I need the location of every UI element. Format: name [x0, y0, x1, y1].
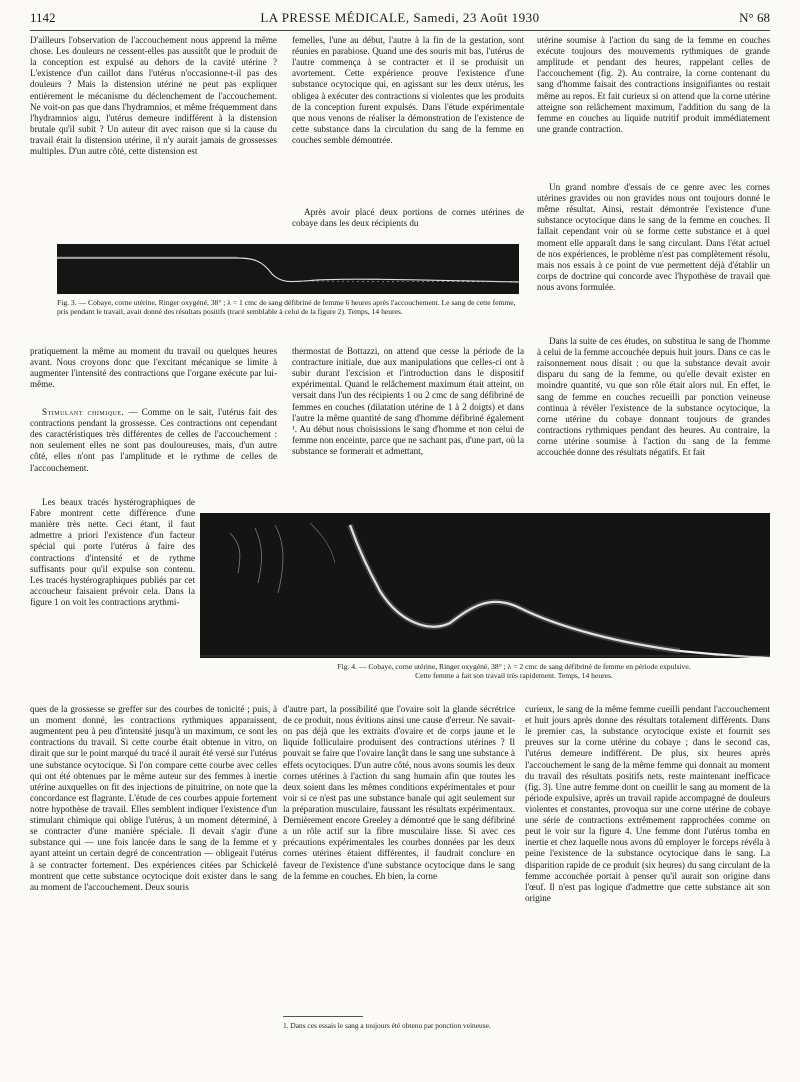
stimulant-text: — Comme on le sait, l'utérus fait des contractions pendant la grossesse. Ces contractions ont cependant des caractéristiques très différentes de celles de l'accouchement : non seulement elles ne sont pas douloureuses, mais, d'un autre côté, elles n'ont pas l'amplitude et le rythme de celles de l'accouchement.: [30, 407, 277, 473]
top-col2-text: femelles, l'une au début, l'autre à la fin de la gestation, sont réunies en parabiose. Quand une des souris mit bas, l'utérus de l'autre commença à se contracter et il se produisit un avortement. Cette expérience prouve l'existence d'une substance ocytocique qui, en agissant sur les deux utérus, les obligea à exécuter des contractions si violentes que les produits de la conception furent expulsés. Dans l'étude expérimentale que nous venons de réaliser la démonstration de l'existence de cette substance dans la circulation du sang de la femme en couches semble démontrée.: [292, 35, 524, 145]
journal-title: LA PRESSE MÉDICALE, Samedi, 23 Août 1930: [260, 10, 540, 25]
top-col3-paragraph-2: Dans la suite de ces études, on substitua le sang de l'homme à celui de la femme accouchée depuis huit jours. Dans ce cas le raisonnement nous disait : ou que la substance devait avoir disparu du sang de la femme, ou qu'elle devait exister en moindre quantité, vu que son rôle était alors nul. En effet, le sang de femme en couches recueilli par ponction veineuse continua à révéler l'existence de la substance ocytocique, la corne utérine du cobaye donnant toujours de grandes contractions rythmiques pendant des heures. Au contraire, la corne utérine soumise à l'action du sang de la femme accouchée donne des résultats négatifs. Et fait: [537, 336, 770, 458]
page-number: 1142: [30, 10, 56, 25]
figure-4-tracing: [200, 513, 770, 658]
bottom-col2-text: d'autre part, la possibilité que l'ovaire soit la glande sécrétrice de ce produit, nous évitions ainsi une cause d'erreur. Ne savait-on pas déjà que les extraits d'ovaire et de corps jaune et le liquide folliculaire produisent des contractions utérines ? Il pouvait se faire que l'ovaire lançât dans le sang une substance à effets ocytociques. D'un autre côté, nous avons soumis les deux cornes utérines à l'action du sang humain afin que toutes les deux soient dans les mêmes conditions expérimentales et pour voir si ce n'est pas une substance banale qui agit seulement sur la préparation musculaire, faussant les résultats expérimentaux. Dernièrement encore Greeley a démontré que le sang défibriné a un rôle actif sur la fibre musculaire lisse. Si avec ces précautions expérimentales les courbes données par les deux cornes utérines étaient différentes, il faudrait conclure en faveur de l'existence d'une substance ocytocique dans le sang de la femme en couches. Eh bien, la corne: [283, 704, 515, 881]
top-col3-text: utérine soumise à l'action du sang de la femme en couches exécute toujours des mouvements rythmiques de grande amplitude et pendant des heures, rappelant celles de l'accouchement (fig. 2). Au contraire, la corne contenant du sang d'homme faisait des contractions insignifiantes ou restait même au repos. Et fait curieux si on attend que la corne utérine atteigne son relâchement maximum, l'addition du sang de la femme en couches au liquide nutritif produit immédiatement une grande contraction.: [537, 35, 770, 134]
figure-4-caption-line2: Cette femme a fait son travail très rapidement. Temps, 14 heures.: [415, 671, 613, 681]
top-col3-paragraph: Un grand nombre d'essais de ce genre avec les cornes utérines gravides ou non gravides nous ont toujours donné le même résultat. Ainsi, restait démontrée l'existence d'une substance ocytocique dans le sang de la femme en couches. Il fallait cependant voir où se forme cette substance et à quel moment elle apparaît dans le sang circulant. Dans l'état actuel de nos expériences, le problème n'est pas complètement résolu, mais nos essais à ce point de vue permettent déjà d'établir un corps de doctrine qui concorde avec l'hypothèse de travail que nous avons formulée.: [537, 182, 770, 292]
figure-3-tracing: [57, 244, 519, 294]
running-header: [30, 6, 770, 28]
figure-4-caption: [258, 662, 770, 681]
footnote-rule: [283, 1016, 363, 1017]
top-col2-paragraph: Après avoir placé deux portions de cornes utérines de cobaye dans les deux récipients du: [292, 207, 524, 229]
top-col1-text: D'ailleurs l'observation de l'accouchement nous apprend la même chose. Les douleurs ne cessent-elles pas aussitôt que le produit de la conception est expulsé au dehors de la cavité utérine ? L'existence d'un caillot dans l'utérus n'occasionne-t-il pas des douleurs ? Mais la distension utérine ne peut pas expliquer entièrement le mécanisme du déclenchement de l'accouchement. Ne voit-on pas que dans l'hydramnios, et même fréquemment dans l'hydramnios aigu, l'utérus demeure indifférent à la distension brutale qu'il subit ? Un auteur dit avec raison que si la cause du travail était la distension utérine, il n'y aurait jamais de grossesses multiples. D'un autre côté, cette distension est: [30, 35, 277, 157]
header-rule: [30, 30, 770, 31]
mid-narrow-text: Les beaux tracés hystérographiques de Fabre montrent cette différence d'une manière très nette. Ceci étant, il faut admettre a priori l'existence d'un facteur spécial qui porte l'utérus à faire des contractions d'intensité et de rythme suffisants pour qu'il expulse son contenu. Les tracés hystérographiques publiés par cet accoucheur faisaient prévoir cela. Dans la figure 1 on voit les contractions arythmi-: [30, 497, 195, 607]
stimulant-heading: Stimulant chimique.: [42, 407, 125, 417]
mid-col2-text: thermostat de Bottazzi, on attend que cesse la période de la contracture initiale, due aux manipulations que celles-ci ont à subir durant l'excision et l'introduction dans le dispositif expérimental. Quand le relâchement maximum était atteint, on versait dans l'un des récipients 1 ou 2 cmc de sang défibriné de femmes en couches (dilatation utérine de 1 à 2 doigts) et dans l'autre la même quantité de sang d'homme défibriné également ¹. Au début nous choisissions le sang d'homme et non celui de femme non enceinte, parce que ne sachant pas, d'une part, où la substance se formerait et admettant,: [292, 346, 524, 456]
figure-3-caption: Fig. 3. — Cobaye, corne utérine, Ringer oxygéné, 38° ; λ = 1 cmc de sang défibriné de femme 6 heures après l'accouchement. Le sang de cette femme, pris pendant le travail, avait donné des résultats positifs (tracé semblable à celui de la figure 2). Temps, 14 heures.: [57, 298, 516, 317]
mid-col1-text: pratiquement la même au moment du travail ou quelques heures avant. Nous croyons donc que l'excitant mécanique se limite à augmenter l'intensité des contractions que l'organe exécute par lui-même.: [30, 346, 277, 390]
bottom-col3-text: curieux, le sang de la même femme cueilli pendant l'accouchement et huit jours après donne des résultats totalement différents. Dans le premier cas, la substance ocytocique existe et fournit ses preuves sur la corne utérine du cobaye ; dans le second cas, l'utérus demeure indifférent. De plus, six heures après l'accouchement le sang de la même femme qui donnait au moment du travail des résultats positifs nets, reste maintenant inefficace (fig. 3). Une autre femme dont on cueillit le sang au moment de la période expulsive, après un travail rapide accompagné de douleurs violentes et constantes, provoqua sur une corne utérine de cobaye une série de contractions extrêmement rapprochées comme on peut le voir sur la figure 4. Une femme dont l'utérus tomba en inertie et chez laquelle nous avons dû employer le forceps révéla à peine l'existence de la substance ocytocique dans le sang. La disparition rapide de ce produit (six heures) du sang circulant de la femme accouchée portait à penser qu'il aurait son origine dans l'œuf. Il n'est pas logique d'admettre que cette substance ait son origine: [525, 704, 770, 903]
stimulant-paragraph: [30, 407, 277, 495]
figure-4-caption-line1: Fig. 4. — Cobaye, corne utérine, Ringer oxygéné, 38° ; λ = 2 cmc de sang défibriné de femme en période expulsive.: [337, 662, 691, 671]
issue-number: N° 68: [739, 10, 770, 25]
bottom-col1-text: ques de la grossesse se greffer sur des courbes de tonicité ; puis, à un moment donné, les contractions rythmiques apparaissent, augmentent peu à peu d'intensité jusqu'à un maximum, ce sont les contractions du travail. Si cette courbe était obtenue in vitro, on dirait que sur le point marqué du tracé il aurait été versé sur l'utérus une substance ocytocique. Si l'on compare cette courbe avec celles qui ont été obtenues par le même auteur sur des femmes à inertie utérine auxquelles on fit des injections de pituitrine, on note que la concordance est flagrante. L'étude de ces courbes appuie fortement notre hypothèse de travail. Elles semblent indiquer l'existence d'un stimulant chimique qui oblige l'utérus, à un moment déterminé, à se contracter d'une manière spéciale. Il devait s'agir d'une substance qui — une fois lancée dans le sang de la femme et y ayant atteint un certain degré de concentration — obligeait l'utérus à se contracter fortement. Des expériences citées par Schickelé montrent que cette substance ocytocique doit exister dans le sang au moment de l'accouchement. Deux souris: [30, 704, 277, 892]
footnote: 1. Dans ces essais le sang a toujours été obtenu par ponction veineuse.: [283, 1021, 491, 1030]
